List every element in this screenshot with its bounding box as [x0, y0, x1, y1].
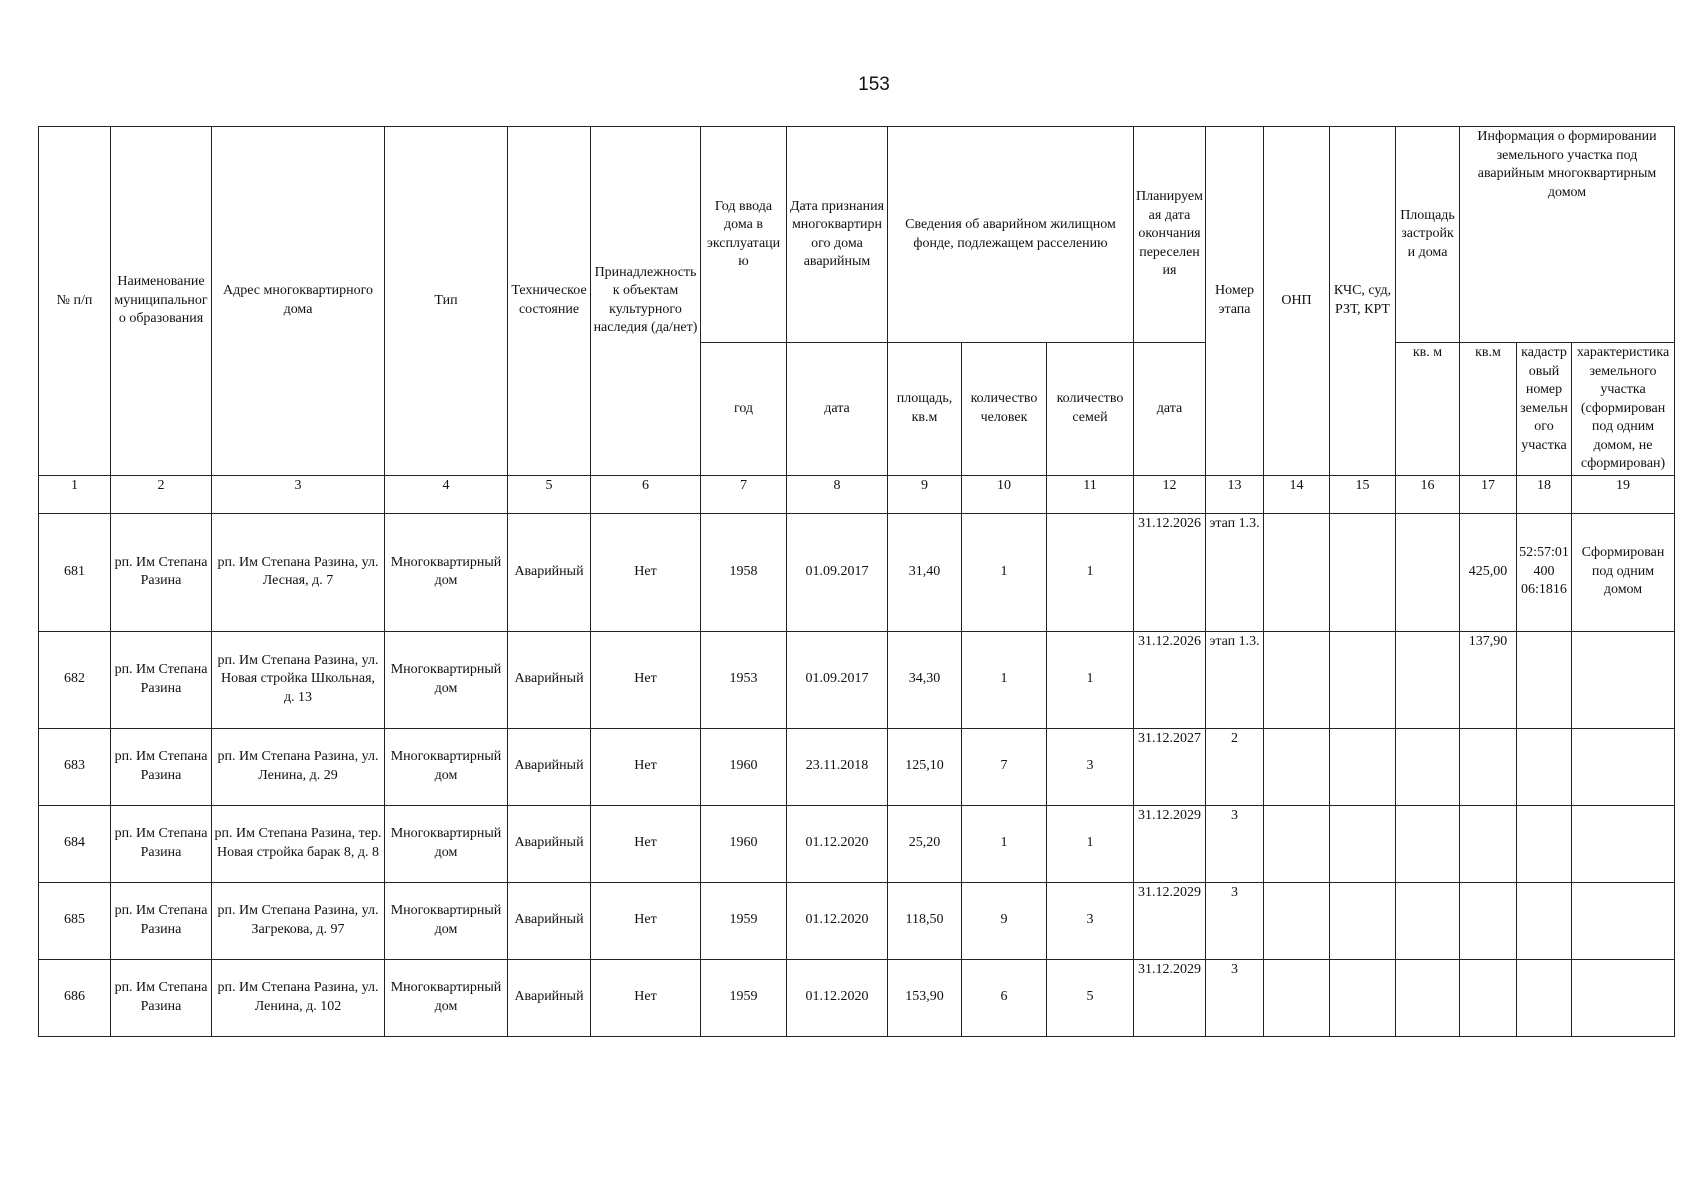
header-planned-date: Планируемая дата окончания переселения [1134, 127, 1206, 343]
cell-onp [1264, 882, 1330, 959]
cell-area: 25,20 [888, 805, 962, 882]
cell-emergency-date: 23.11.2018 [787, 728, 888, 805]
column-number: 15 [1330, 475, 1396, 513]
cell-number: 686 [39, 959, 111, 1036]
cell-number: 682 [39, 631, 111, 728]
cell-year: 1960 [701, 728, 787, 805]
table-row [39, 513, 1675, 631]
cell-land-area [1460, 728, 1517, 805]
cell-people: 1 [962, 513, 1047, 631]
cell-heritage: Нет [591, 882, 701, 959]
cell-type: Многоквартирный дом [385, 959, 508, 1036]
header-family-count: количество семей [1047, 343, 1134, 476]
cell-year: 1958 [701, 513, 787, 631]
cell-emergency-date: 01.09.2017 [787, 513, 888, 631]
column-number: 17 [1460, 475, 1517, 513]
cell-year: 1959 [701, 959, 787, 1036]
cell-address: рп. Им Степана Разина, ул. Ленина, д. 29 [212, 728, 385, 805]
cell-heritage: Нет [591, 959, 701, 1036]
header-planned-date-sub: дата [1134, 343, 1206, 476]
column-number: 16 [1396, 475, 1460, 513]
cell-address: рп. Им Степана Разина, ул. Загрекова, д. 97 [212, 882, 385, 959]
cell-onp [1264, 728, 1330, 805]
cell-area: 34,30 [888, 631, 962, 728]
cell-planned-date: 31.12.2029 [1134, 805, 1206, 882]
header-heritage: Принадлежность к объектам культурного наследия (да/нет) [591, 127, 701, 476]
cell-building-area [1396, 805, 1460, 882]
header-land-plot-group: Информация о формировании земельного участка под аварийным многоквартирным домом [1460, 127, 1675, 343]
cell-planned-date: 31.12.2026 [1134, 631, 1206, 728]
cell-land-characteristic [1572, 959, 1675, 1036]
cell-emergency-date: 01.09.2017 [787, 631, 888, 728]
cell-technical-state: Аварийный [508, 959, 591, 1036]
cell-heritage: Нет [591, 805, 701, 882]
cell-building-area [1396, 959, 1460, 1036]
cell-land-characteristic: Сформирован под одним домом [1572, 513, 1675, 631]
header-stage-number: Номер этапа [1206, 127, 1264, 476]
cell-planned-date: 31.12.2027 [1134, 728, 1206, 805]
cell-planned-date: 31.12.2026 [1134, 513, 1206, 631]
cell-area: 118,50 [888, 882, 962, 959]
cell-area: 125,10 [888, 728, 962, 805]
cell-address: рп. Им Степана Разина, ул. Лесная, д. 7 [212, 513, 385, 631]
page-number: 153 [858, 74, 890, 95]
cell-stage: этап 1.3. [1206, 631, 1264, 728]
cell-stage: 3 [1206, 882, 1264, 959]
cell-municipality: рп. Им Степана Разина [111, 728, 212, 805]
header-emergency-date: Дата признания многоквартирного дома аварийным [787, 127, 888, 343]
cell-technical-state: Аварийный [508, 882, 591, 959]
header-address: Адрес многоквартирного дома [212, 127, 385, 476]
column-number: 14 [1264, 475, 1330, 513]
header-building-area: Площадь застройки дома [1396, 127, 1460, 343]
cell-stage: 3 [1206, 805, 1264, 882]
cell-technical-state: Аварийный [508, 805, 591, 882]
table-row [39, 882, 1675, 959]
cell-heritage: Нет [591, 728, 701, 805]
header-onp: ОНП [1264, 127, 1330, 476]
header-land-characteristic: характеристика земельного участка (сформирован под одним домом, не сформирован) [1572, 343, 1675, 476]
cell-number: 684 [39, 805, 111, 882]
column-number: 1 [39, 475, 111, 513]
column-number: 6 [591, 475, 701, 513]
cell-land-area: 425,00 [1460, 513, 1517, 631]
cell-families: 3 [1047, 728, 1134, 805]
cell-type: Многоквартирный дом [385, 728, 508, 805]
cell-heritage: Нет [591, 513, 701, 631]
cell-emergency-date: 01.12.2020 [787, 959, 888, 1036]
cell-people: 1 [962, 631, 1047, 728]
table-row [39, 728, 1675, 805]
cell-families: 1 [1047, 513, 1134, 631]
cell-stage: этап 1.3. [1206, 513, 1264, 631]
column-number-row [39, 475, 1675, 513]
cell-families: 3 [1047, 882, 1134, 959]
cell-stage: 3 [1206, 959, 1264, 1036]
cell-building-area [1396, 513, 1460, 631]
cell-people: 9 [962, 882, 1047, 959]
cell-technical-state: Аварийный [508, 513, 591, 631]
header-year-sub: год [701, 343, 787, 476]
cell-building-area [1396, 882, 1460, 959]
header-cadastral-number: кадастровый номер земельного участка [1517, 343, 1572, 476]
cell-cadastral-number [1517, 631, 1572, 728]
cell-number: 681 [39, 513, 111, 631]
cell-year: 1959 [701, 882, 787, 959]
header-technical-state: Техническое состояние [508, 127, 591, 476]
cell-onp [1264, 959, 1330, 1036]
cell-planned-date: 31.12.2029 [1134, 882, 1206, 959]
cell-onp [1264, 513, 1330, 631]
cell-municipality: рп. Им Степана Разина [111, 959, 212, 1036]
cell-type: Многоквартирный дом [385, 631, 508, 728]
cell-planned-date: 31.12.2029 [1134, 959, 1206, 1036]
column-number: 10 [962, 475, 1047, 513]
cell-land-area [1460, 882, 1517, 959]
column-number: 11 [1047, 475, 1134, 513]
cell-land-characteristic [1572, 805, 1675, 882]
cell-onp [1264, 805, 1330, 882]
table-row [39, 805, 1675, 882]
cell-kchs [1330, 513, 1396, 631]
cell-kchs [1330, 805, 1396, 882]
cell-technical-state: Аварийный [508, 728, 591, 805]
cell-number: 683 [39, 728, 111, 805]
cell-municipality: рп. Им Степана Разина [111, 882, 212, 959]
cell-year: 1960 [701, 805, 787, 882]
cell-emergency-date: 01.12.2020 [787, 805, 888, 882]
cell-heritage: Нет [591, 631, 701, 728]
column-number: 2 [111, 475, 212, 513]
table-row [39, 631, 1675, 728]
column-number: 12 [1134, 475, 1206, 513]
cell-land-characteristic [1572, 631, 1675, 728]
cell-type: Многоквартирный дом [385, 513, 508, 631]
cell-number: 685 [39, 882, 111, 959]
cell-families: 1 [1047, 631, 1134, 728]
cell-cadastral-number [1517, 882, 1572, 959]
header-date-sub: дата [787, 343, 888, 476]
header-emergency-fund-group: Сведения об аварийном жилищном фонде, подлежащем расселению [888, 127, 1134, 343]
cell-people: 6 [962, 959, 1047, 1036]
column-number: 7 [701, 475, 787, 513]
cell-building-area [1396, 631, 1460, 728]
cell-building-area [1396, 728, 1460, 805]
header-land-area-unit: кв.м [1460, 343, 1517, 476]
cell-address: рп. Им Степана Разина, тер. Новая стройка барак 8, д. 8 [212, 805, 385, 882]
column-number: 5 [508, 475, 591, 513]
cell-land-area [1460, 805, 1517, 882]
column-number: 13 [1206, 475, 1264, 513]
cell-municipality: рп. Им Степана Разина [111, 805, 212, 882]
cell-type: Многоквартирный дом [385, 882, 508, 959]
cell-families: 5 [1047, 959, 1134, 1036]
cell-cadastral-number: 52:57:01400 06:1816 [1517, 513, 1572, 631]
column-number: 19 [1572, 475, 1675, 513]
cell-municipality: рп. Им Степана Разина [111, 631, 212, 728]
cell-emergency-date: 01.12.2020 [787, 882, 888, 959]
header-type: Тип [385, 127, 508, 476]
cell-land-characteristic [1572, 882, 1675, 959]
header-municipality: Наименование муниципального образования [111, 127, 212, 476]
header-number: № п/п [39, 127, 111, 476]
cell-kchs [1330, 728, 1396, 805]
cell-kchs [1330, 882, 1396, 959]
header-kchs: КЧС, суд, РЗТ, КРТ [1330, 127, 1396, 476]
cell-families: 1 [1047, 805, 1134, 882]
column-number: 18 [1517, 475, 1572, 513]
cell-cadastral-number [1517, 805, 1572, 882]
header-people-count: количество человек [962, 343, 1047, 476]
cell-land-area: 137,90 [1460, 631, 1517, 728]
cell-kchs [1330, 959, 1396, 1036]
table-row [39, 959, 1675, 1036]
cell-cadastral-number [1517, 728, 1572, 805]
cell-area: 31,40 [888, 513, 962, 631]
header-area: площадь, кв.м [888, 343, 962, 476]
cell-cadastral-number [1517, 959, 1572, 1036]
cell-kchs [1330, 631, 1396, 728]
column-number: 8 [787, 475, 888, 513]
cell-people: 1 [962, 805, 1047, 882]
cell-technical-state: Аварийный [508, 631, 591, 728]
column-number: 4 [385, 475, 508, 513]
cell-land-characteristic [1572, 728, 1675, 805]
header-commission-year: Год ввода дома в эксплуатацию [701, 127, 787, 343]
cell-type: Многоквартирный дом [385, 805, 508, 882]
column-number: 9 [888, 475, 962, 513]
cell-land-area [1460, 959, 1517, 1036]
header-building-area-unit: кв. м [1396, 343, 1460, 476]
cell-municipality: рп. Им Степана Разина [111, 513, 212, 631]
cell-area: 153,90 [888, 959, 962, 1036]
cell-year: 1953 [701, 631, 787, 728]
cell-onp [1264, 631, 1330, 728]
cell-stage: 2 [1206, 728, 1264, 805]
cell-address: рп. Им Степана Разина, ул. Новая стройка Школьная, д. 13 [212, 631, 385, 728]
column-number: 3 [212, 475, 385, 513]
cell-people: 7 [962, 728, 1047, 805]
emergency-housing-table [38, 126, 1675, 1037]
cell-address: рп. Им Степана Разина, ул. Ленина, д. 102 [212, 959, 385, 1036]
